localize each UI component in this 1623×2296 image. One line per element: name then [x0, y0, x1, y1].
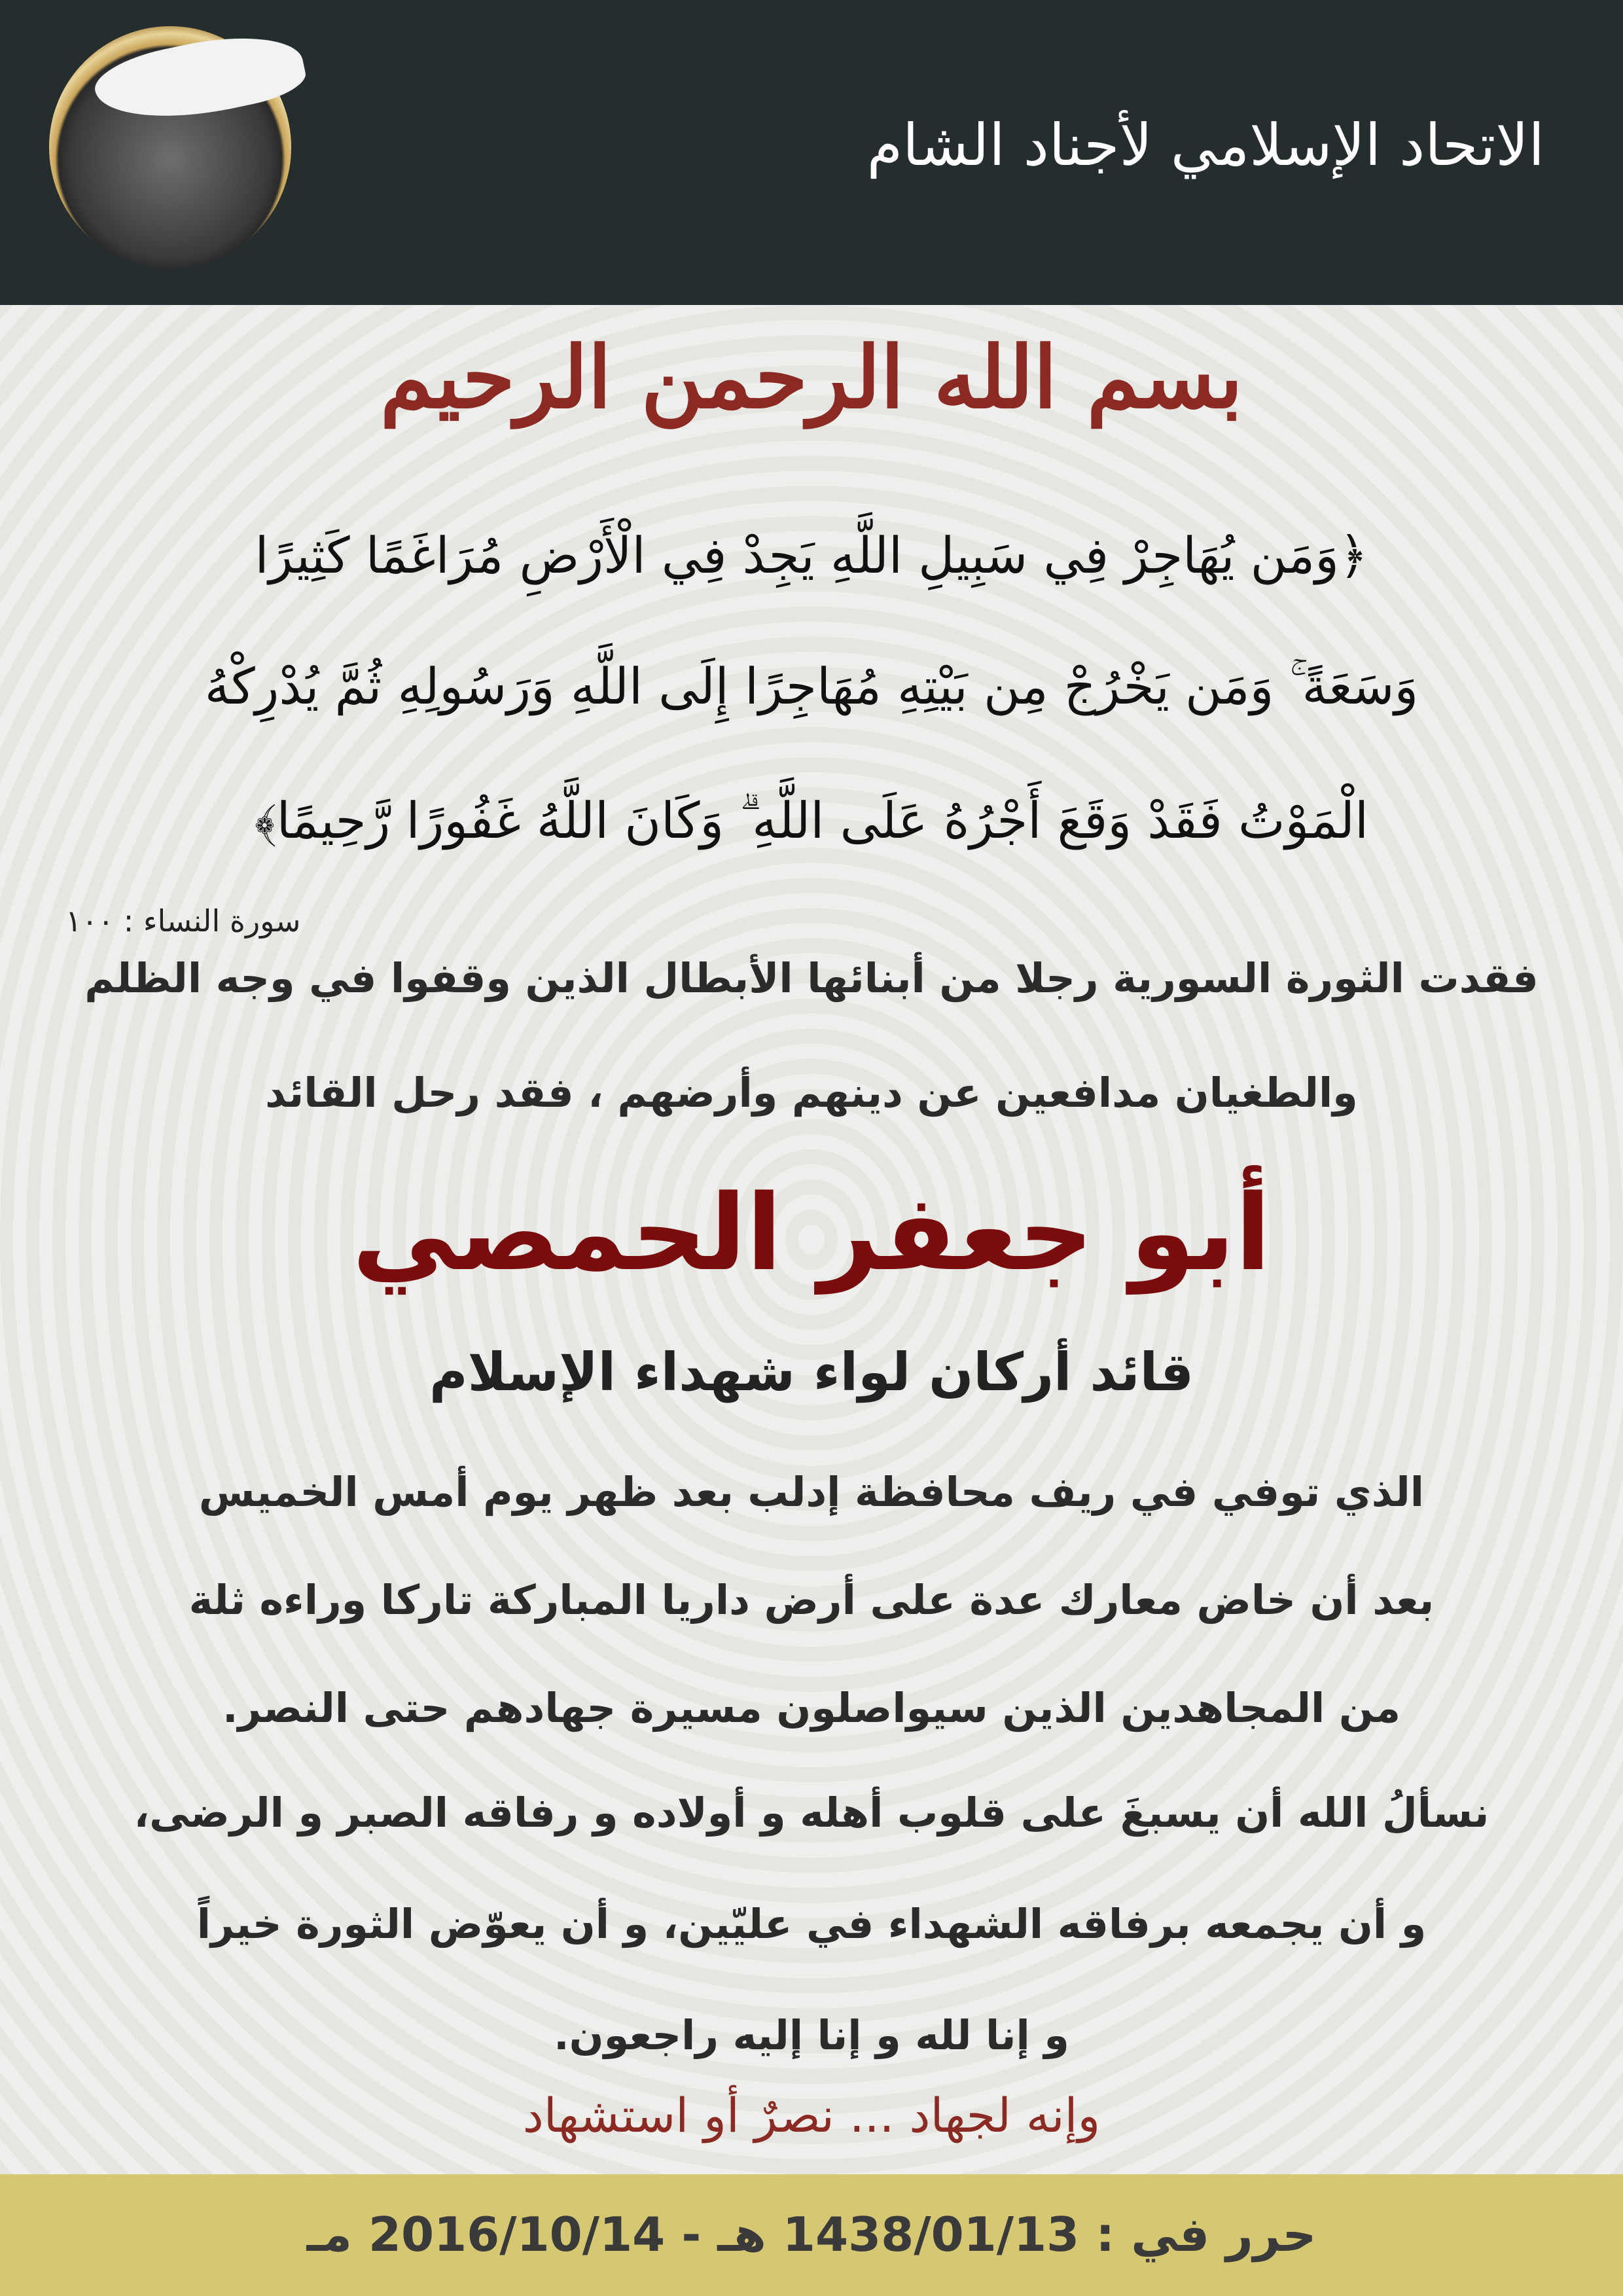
body-line-1: الذي توفي في ريف محافظة إدلب بعد ظهر يوم أمس الخميس: [198, 1468, 1425, 1516]
body-line-4: نسألُ الله أن يسبغَ على قلوب أهله و أولاده و رفاقه الصبر و الرضى،: [134, 1789, 1489, 1837]
body-line-5: و أن يجمعه برفاقه الشهداء في عليّين، و أن يعوّض الثورة خيراً: [196, 1900, 1427, 1948]
verse-line-1: ﴿وَمَن يُهَاجِرْ فِي سَبِيلِ اللَّهِ يَجِدْ فِي الْأَرْضِ مُرَاغَمًا كَثِيرًا: [255, 526, 1368, 584]
footer-band: [0, 2174, 1623, 2296]
body-line-6: و إنا لله و إنا إليه راجعون.: [554, 2011, 1069, 2059]
verse-citation: سورة النساء : ١٠٠: [65, 903, 301, 939]
slogan: وإنه لجهاد ... نصرٌ أو استشهاد: [522, 2088, 1101, 2143]
verse-line-2: وَسَعَةً ۚ وَمَن يَخْرُجْ مِن بَيْتِهِ مُهَاجِرًا إِلَى اللَّهِ وَرَسُولِهِ ثُمَّ يُدْرِكْهُ: [204, 657, 1419, 715]
deceased-name: أبو جعفر الحمصي: [352, 1172, 1271, 1294]
logo-flag-banner: [90, 22, 310, 135]
body-line-3: من المجاهدين الذين سيواصلون مسيرة جهادهم حتى النصر.: [222, 1684, 1401, 1732]
basmala: بسم الله الرحمن الرحيم: [380, 327, 1243, 427]
intro-line-2: والطغيان مدافعين عن دينهم وأرضهم ، فقد رحل القائد: [265, 1069, 1358, 1117]
verse-line-3: الْمَوْتُ فَقَدْ وَقَعَ أَجْرُهُ عَلَى اللَّهِ ۗ وَكَانَ اللَّهُ غَفُورًا رَّحِيمًا﴾: [254, 791, 1369, 850]
issue-date: حرر في : 1438/01/13 هـ - 2016/10/14 مـ: [306, 2207, 1317, 2262]
header-banner: [0, 0, 1623, 305]
deceased-title: قائد أركان لواء شهداء الإسلام: [429, 1342, 1194, 1403]
body-line-2: بعد أن خاض معارك عدة على أرض داريا المباركة تاركا وراءه ثلة: [188, 1576, 1435, 1624]
intro-line-1: فقدت الثورة السورية رجلا من أبنائها الأبطال الذين وقفوا في وجه الظلم: [84, 954, 1539, 1002]
organization-logo: [49, 26, 291, 268]
organization-name: الاتحاد الإسلامي لأجناد الشام: [866, 111, 1544, 179]
